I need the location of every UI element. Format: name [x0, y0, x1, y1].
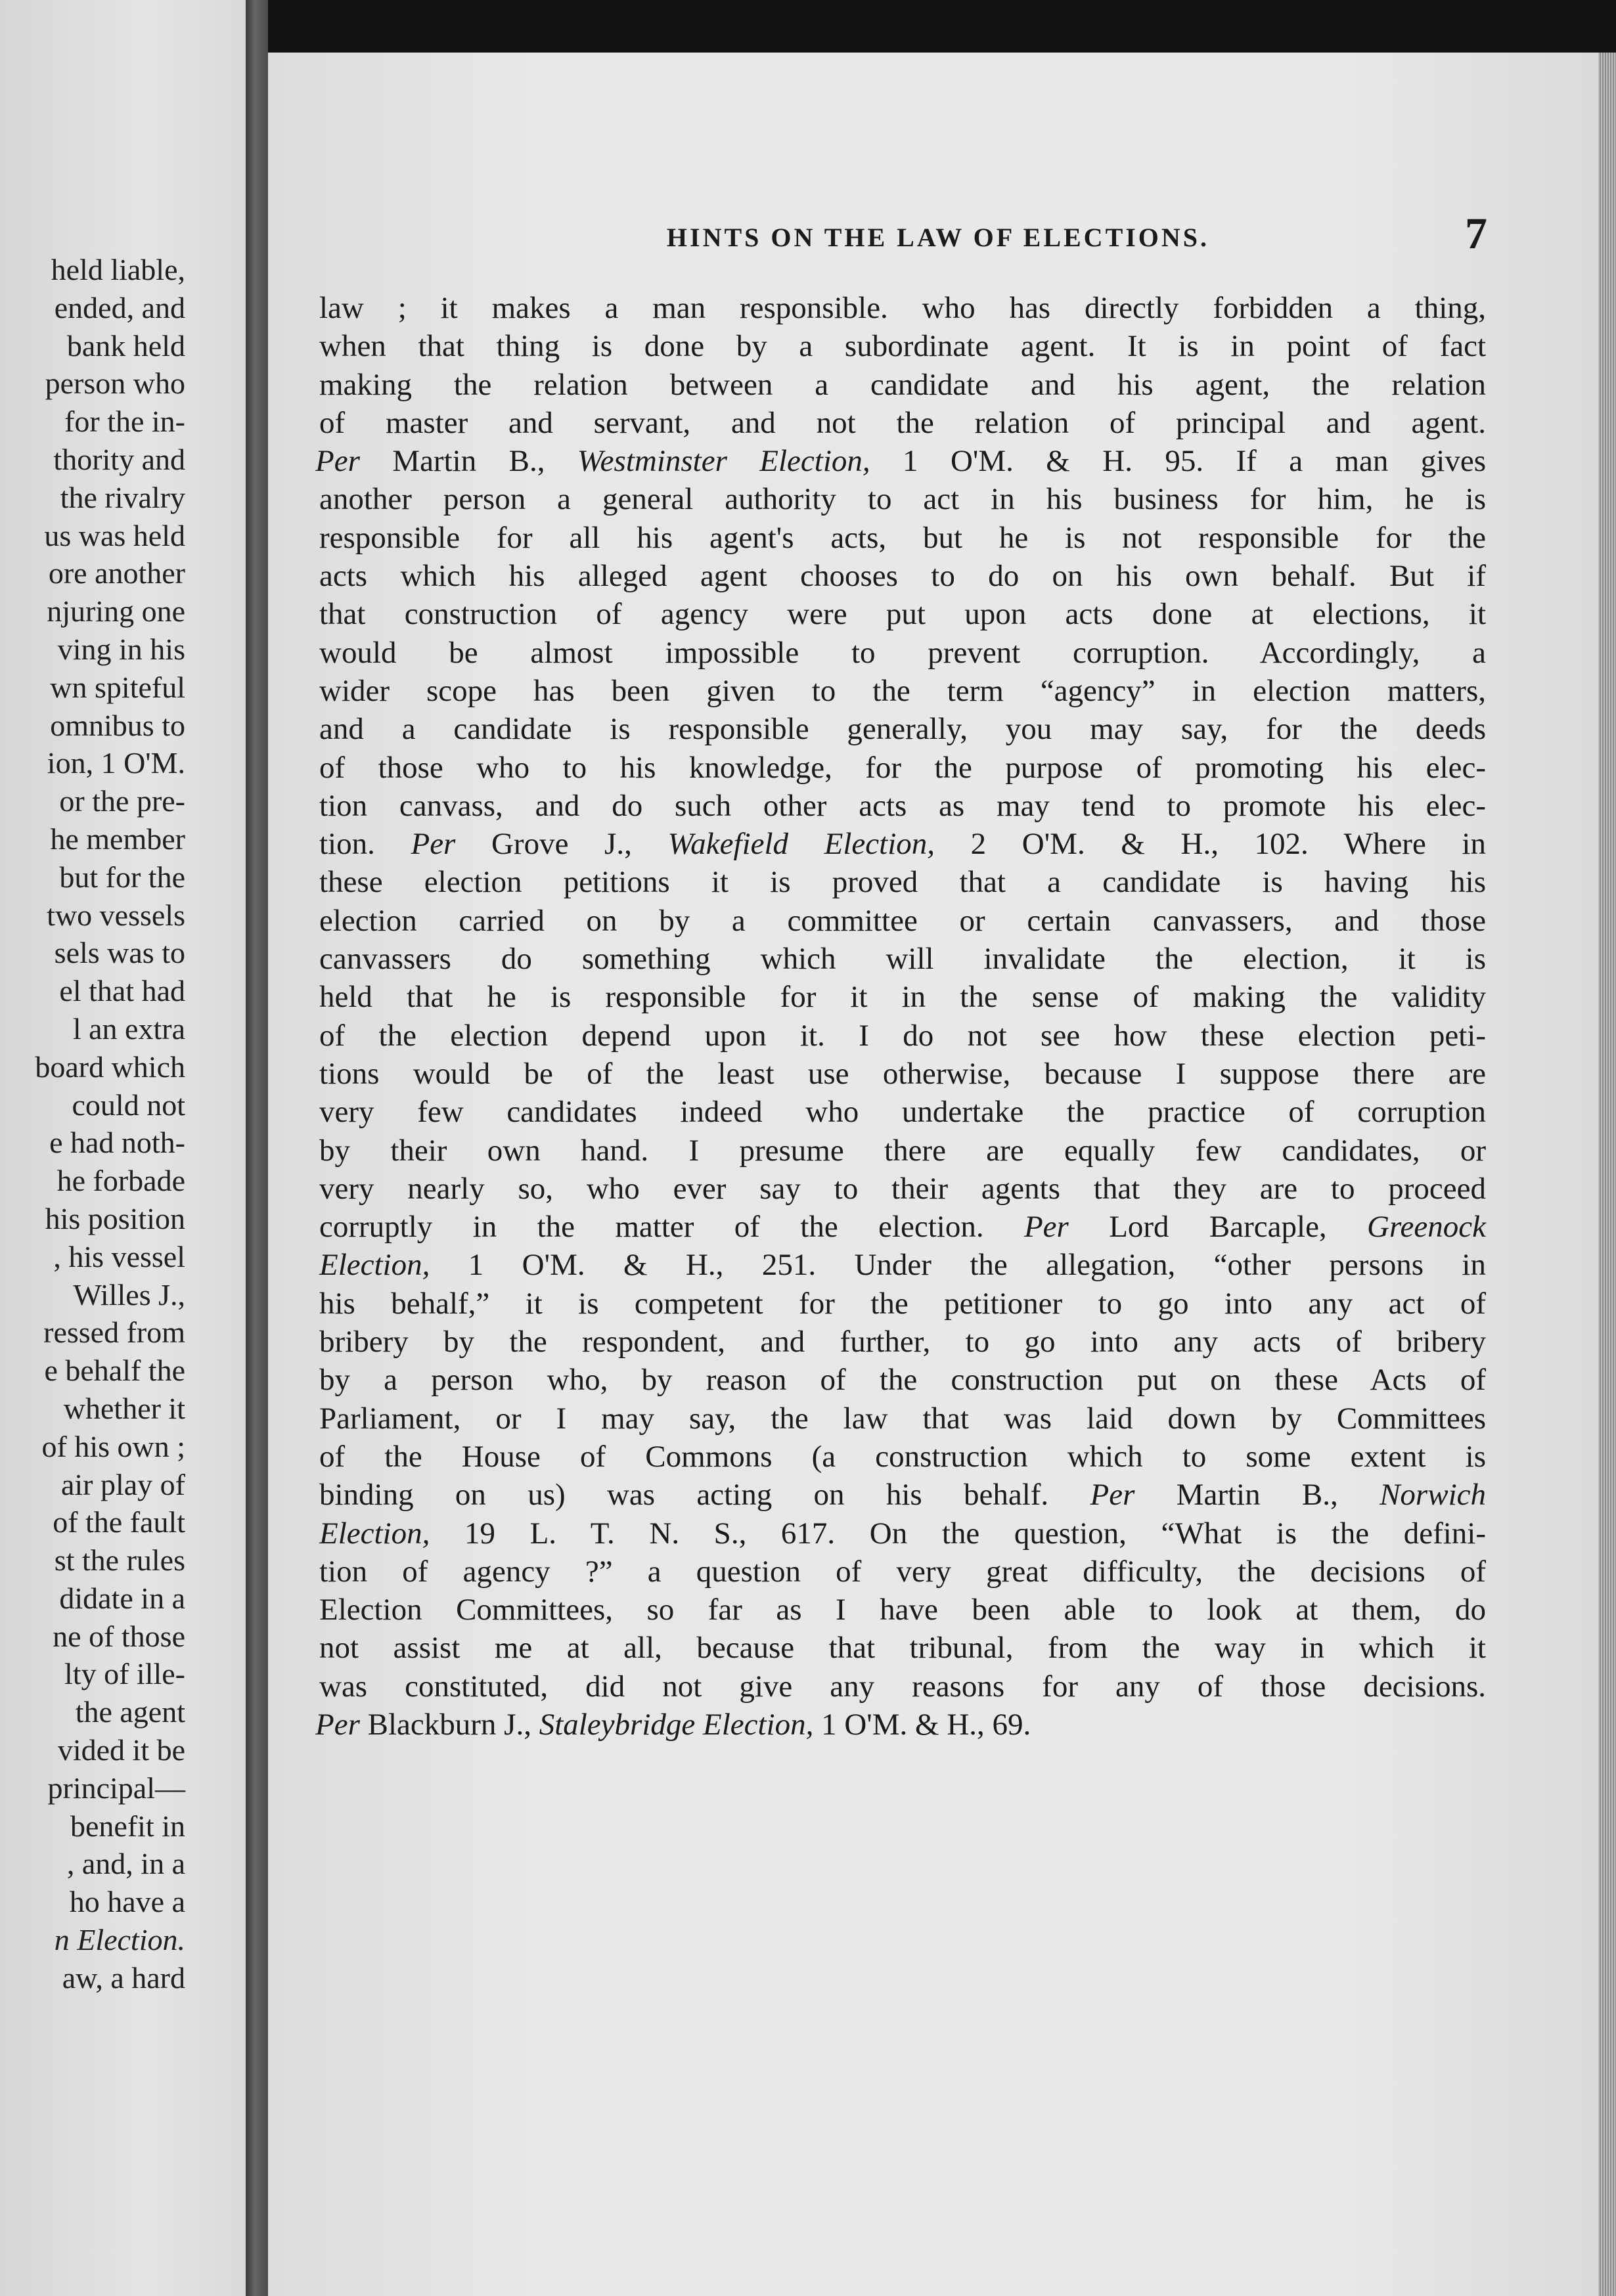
left-page-line: two vessels — [47, 898, 185, 932]
left-page-line: the agent — [75, 1695, 185, 1729]
text-segment: of master and servant, and not the relation of principal and agent. — [319, 405, 1486, 440]
italic-segment: Per — [411, 827, 456, 862]
left-page-line: njuring one — [47, 594, 185, 629]
body-line — [319, 1629, 1486, 1667]
text-segment: another person a general authority to act in his business for him, he is — [319, 482, 1486, 517]
italic-segment: Per — [315, 1707, 360, 1742]
left-page-line: ving in his — [57, 632, 185, 666]
text-segment: his behalf,” it is competent for the petitioner to go into any act of — [319, 1286, 1486, 1321]
body-line — [319, 1017, 1486, 1055]
italic-segment: Election, — [319, 1248, 430, 1283]
left-page-line: person who — [45, 366, 185, 401]
text-segment: 1 O'M. & H., 69. — [813, 1707, 1031, 1742]
page-number: 7 — [1465, 208, 1487, 258]
body-line — [319, 289, 1486, 327]
body-line — [319, 519, 1486, 557]
left-page-line: of his own ; — [41, 1429, 185, 1463]
body-line — [319, 825, 1486, 863]
left-page-line: lty of ille- — [64, 1657, 185, 1691]
left-page-line: vided it be — [57, 1733, 185, 1767]
text-segment: of the election depend upon it. I do not see how these election peti- — [319, 1018, 1486, 1053]
italic-segment: Norwich — [1380, 1478, 1486, 1512]
text-segment: very few candidates indeed who undertake the practice of corruption — [319, 1095, 1486, 1130]
body-line — [319, 1591, 1486, 1629]
text-segment: Martin B., — [359, 444, 577, 479]
body-line — [315, 442, 1486, 480]
text-segment: 1 O'M. & H. 95. If a man gives — [870, 444, 1486, 479]
text-segment: tions would be of the least use otherwise, because I suppose there are — [319, 1056, 1486, 1091]
body-line — [319, 1055, 1486, 1093]
body-line — [319, 749, 1486, 787]
text-segment: very nearly so, who ever say to their agents that they are to proceed — [319, 1171, 1486, 1206]
page-edge — [1598, 53, 1616, 2296]
left-page-line: he member — [50, 822, 185, 856]
left-page-line: his position — [45, 1201, 185, 1235]
left-page-line: principal— — [47, 1771, 185, 1805]
body-line — [319, 1246, 1486, 1284]
text-segment: responsible for all his agent's acts, but he is not responsible for the — [319, 520, 1486, 555]
text-segment: Parliament, or I may say, the law that was laid down by Committees — [319, 1401, 1486, 1436]
body-text — [315, 289, 1486, 1744]
left-page-line: wn spiteful — [50, 670, 185, 704]
left-page-line: Willes J., — [73, 1277, 185, 1312]
left-page-line: ne of those — [53, 1619, 185, 1653]
left-page-line: , his vessel — [53, 1239, 185, 1273]
text-segment: would be almost impossible to prevent corruption. Accordingly, a — [319, 635, 1486, 670]
text-segment: by a person who, by reason of the construction put on these Acts of — [319, 1363, 1486, 1398]
left-page-line: el that had — [59, 974, 185, 1008]
text-segment: binding on us) was acting on his behalf. — [319, 1478, 1090, 1512]
left-page-fragment — [0, 0, 246, 2296]
text-segment: canvassers do something which will invalidate the election, it is — [319, 942, 1486, 977]
text-segment: corruptly in the matter of the election. — [319, 1210, 1024, 1245]
text-segment: Blackburn J., — [359, 1707, 539, 1742]
left-page-line: of the fault — [53, 1505, 185, 1539]
left-page-text — [0, 251, 185, 1997]
left-page-line: the rivalry — [60, 480, 185, 514]
left-page-line: but for the — [59, 860, 185, 894]
left-page-line: ho have a — [69, 1885, 185, 1919]
body-line — [319, 710, 1486, 748]
left-page-line: for the in- — [64, 405, 185, 439]
body-line — [319, 1208, 1486, 1246]
text-segment: that construction of agency were put upon acts done at elections, it — [319, 597, 1486, 632]
body-line — [319, 1361, 1486, 1399]
text-segment: tion canvass, and do such other acts as may tend to promote his elec- — [319, 788, 1486, 823]
body-line — [319, 1093, 1486, 1131]
text-segment: held that he is responsible for it in the sense of making the validity — [319, 980, 1486, 1015]
body-line — [319, 978, 1486, 1016]
italic-segment: Westminster Election, — [577, 444, 870, 479]
italic-segment: Election, — [319, 1516, 430, 1551]
body-line — [315, 1706, 1486, 1744]
body-line — [319, 1170, 1486, 1208]
text-segment: bribery by the respondent, and further, to go into any acts of bribery — [319, 1325, 1486, 1359]
text-segment: not assist me at all, because that tribunal, from the way in which it — [319, 1631, 1486, 1666]
body-line — [319, 327, 1486, 365]
body-line — [319, 595, 1486, 633]
left-page-line: us was held — [44, 518, 185, 552]
left-page-line: bank held — [66, 328, 185, 363]
left-page-line: or the pre- — [59, 784, 185, 818]
text-segment: tion. — [319, 827, 411, 862]
body-line — [319, 672, 1486, 710]
left-page-line: st the rules — [54, 1543, 185, 1578]
left-page-line: ressed from — [43, 1315, 185, 1350]
left-page-line: sels was to — [54, 936, 185, 970]
body-line — [319, 1323, 1486, 1361]
italic-segment: Staleybridge Election, — [539, 1707, 814, 1742]
body-line — [319, 1285, 1486, 1323]
left-page-line: e had noth- — [49, 1126, 185, 1160]
italic-segment: Per — [315, 444, 360, 479]
left-page-line: could not — [72, 1088, 185, 1122]
right-page — [268, 53, 1598, 2296]
left-page-line: omnibus to — [50, 708, 185, 742]
text-segment: Lord Barcaple, — [1068, 1210, 1368, 1245]
italic-segment: Wakefield Election, — [667, 827, 935, 862]
text-segment: making the relation between a candidate and his agent, the relation — [319, 367, 1486, 402]
italic-segment: Greenock — [1367, 1210, 1486, 1245]
left-page-line: ore another — [48, 556, 185, 590]
body-line — [319, 940, 1486, 978]
left-page-line: n Election. — [54, 1923, 185, 1957]
left-page-line: , and, in a — [66, 1847, 185, 1881]
text-segment: these election petitions it is proved that a candidate is having his — [319, 865, 1486, 900]
text-segment: Election Committees, so far as I have been able to look at them, do — [319, 1593, 1486, 1627]
body-line — [319, 1132, 1486, 1170]
body-line — [319, 787, 1486, 825]
text-segment: was constituted, did not give any reasons for any of those decisions. — [319, 1669, 1486, 1704]
text-segment: tion of agency ?” a question of very great difficulty, the decisions of — [319, 1554, 1486, 1589]
body-line — [319, 366, 1486, 404]
body-line — [319, 902, 1486, 940]
body-line — [319, 1514, 1486, 1553]
running-head: HINTS ON THE LAW OF ELECTIONS. — [666, 223, 1210, 252]
body-line — [319, 1553, 1486, 1591]
text-segment: Grove J., — [455, 827, 668, 862]
body-line — [319, 1476, 1486, 1514]
text-segment: 19 L. T. N. S., 617. On the question, “What is the defini- — [430, 1516, 1486, 1551]
text-segment: acts which his alleged agent chooses to do on his own behalf. But if — [319, 559, 1486, 594]
text-segment: 1 O'M. & H., 251. Under the allegation, “other persons in — [430, 1248, 1486, 1283]
left-page-line: didate in a — [59, 1581, 185, 1615]
left-page-line: ended, and — [54, 290, 185, 324]
text-segment: election carried on by a committee or certain canvassers, and those — [319, 903, 1486, 938]
body-line — [319, 404, 1486, 442]
text-segment: of the House of Commons (a construction which to some extent is — [319, 1439, 1486, 1474]
body-line — [319, 557, 1486, 595]
left-page-line: whether it — [63, 1391, 185, 1425]
left-page-line: held liable, — [51, 253, 185, 286]
body-line — [319, 634, 1486, 672]
book-gutter — [246, 0, 268, 2296]
left-page-line: benefit in — [70, 1809, 185, 1843]
body-line — [319, 1400, 1486, 1438]
left-page-line: ion, 1 O'M. — [47, 746, 185, 780]
text-segment: and a candidate is responsible generally, you may say, for the deeds — [319, 712, 1486, 747]
body-line — [319, 863, 1486, 901]
italic-segment: Per — [1023, 1210, 1069, 1245]
text-segment: when that thing is done by a subordinate agent. It is in point of fact — [319, 329, 1486, 364]
italic-segment: Per — [1090, 1478, 1135, 1512]
left-page-line: aw, a hard — [62, 1960, 185, 1995]
left-page-line: he forbade — [56, 1164, 185, 1198]
left-page-line: board which — [35, 1049, 185, 1084]
text-segment: Martin B., — [1134, 1478, 1380, 1512]
text-segment: law ; it makes a man responsible. who has directly forbidden a thing, — [319, 291, 1486, 325]
body-line — [319, 1438, 1486, 1476]
body-line — [319, 1667, 1486, 1706]
text-segment: 2 O'M. & H., 102. Where in — [935, 827, 1486, 862]
left-page-line: e behalf the — [44, 1354, 185, 1388]
left-page-line: l an extra — [72, 1011, 185, 1046]
body-line — [319, 480, 1486, 518]
left-page-line: thority and — [53, 442, 185, 476]
text-segment: wider scope has been given to the term “agency” in election matters, — [319, 673, 1486, 708]
left-page-line: air play of — [60, 1467, 185, 1501]
text-segment: of those who to his knowledge, for the purpose of promoting his elec- — [319, 750, 1486, 785]
text-segment: by their own hand. I presume there are equally few candidates, or — [319, 1133, 1486, 1168]
